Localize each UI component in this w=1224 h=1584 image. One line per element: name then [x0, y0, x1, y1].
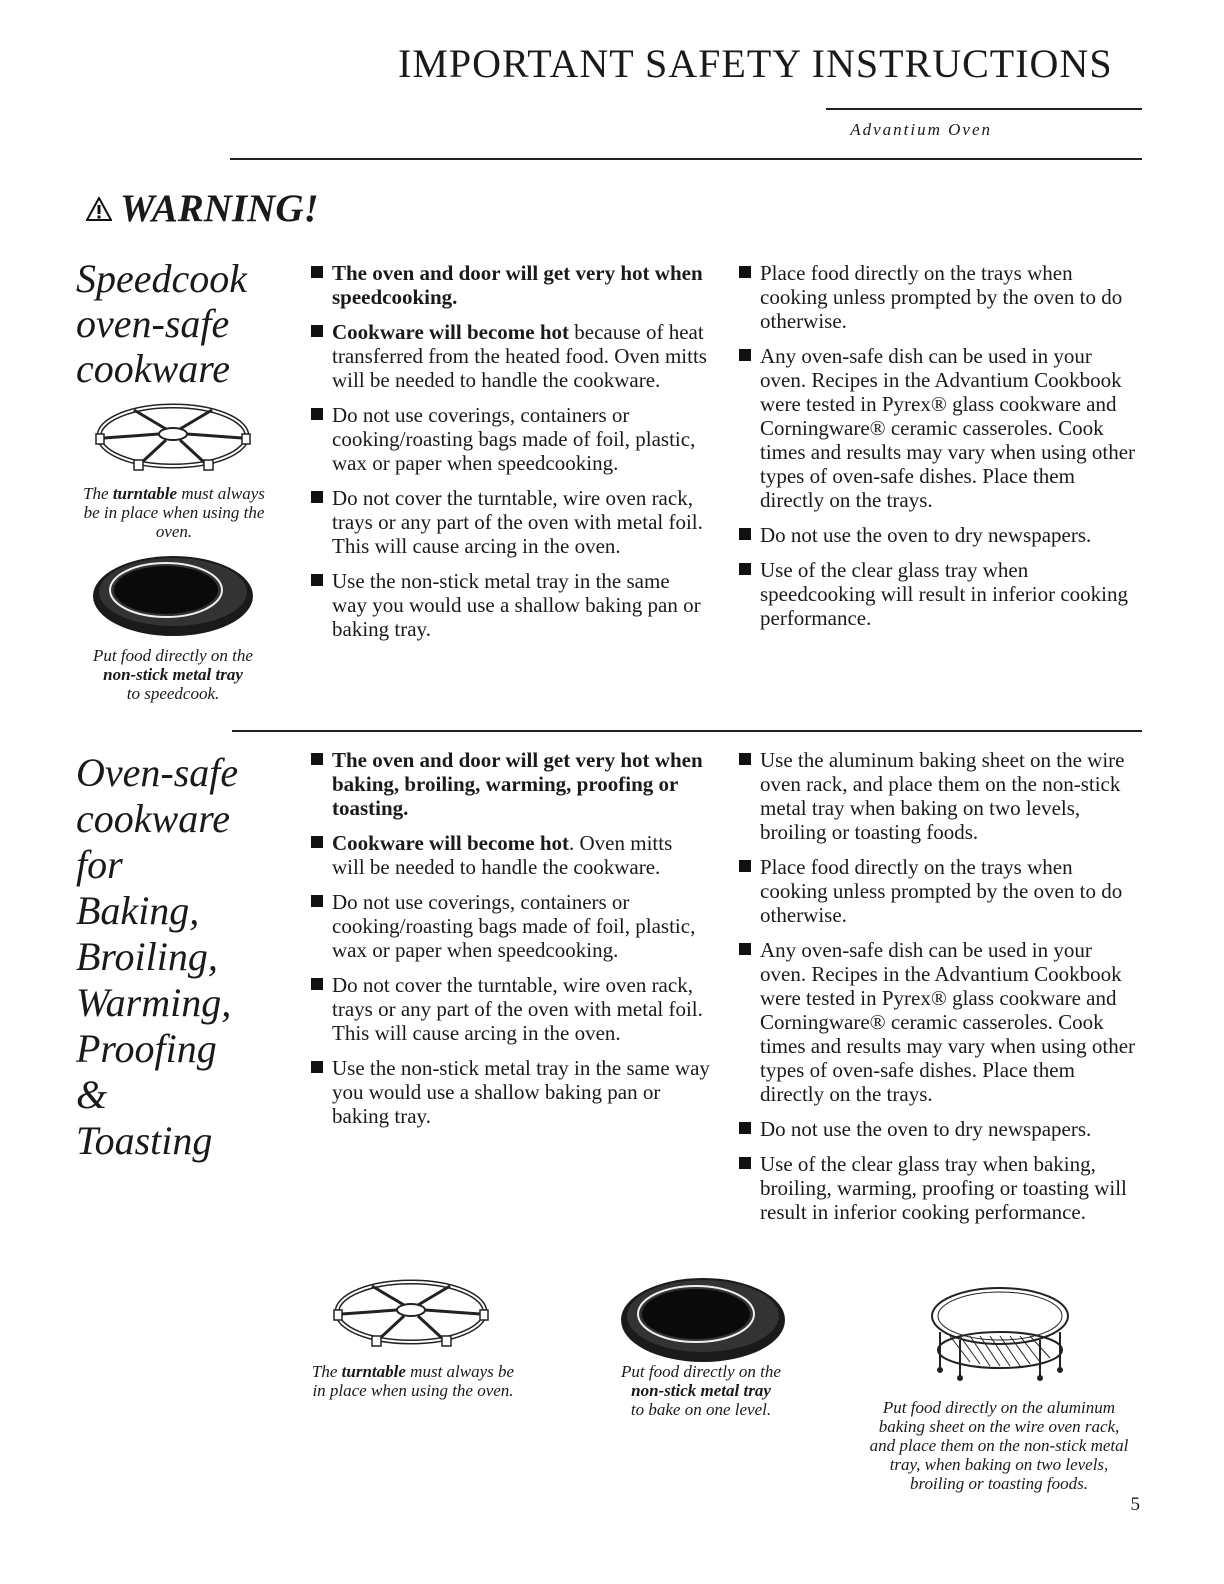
metal-tray-caption: Put food directly on the non-stick metal tray to speedcook.	[93, 646, 253, 703]
title-line: Speedcook	[76, 256, 248, 301]
list-item: Cookware will become hot because of heat transferred from the heated food. Oven mitts will be needed to handle the cookware.	[310, 320, 708, 392]
list-item: Any oven-safe dish can be used in your oven. Recipes in the Advantium Cookbook were tested in Pyrex® glass cookware and Corningware® ceramic casseroles. Cook times and results may vary when using other types of oven-safe dishes. Place them directly on the trays.	[738, 938, 1142, 1106]
title-line: for	[76, 842, 123, 887]
title-line: Broiling,	[76, 934, 218, 979]
list-item: Use of the clear glass tray when speedcooking will result in inferior cooking performance.	[738, 558, 1142, 630]
speedcook-section-title	[76, 256, 247, 391]
bottom-turntable-caption: The turntable must always be in place when using the oven.	[311, 1362, 515, 1400]
page-number: 5	[1130, 1494, 1140, 1515]
list-item: Use of the clear glass tray when baking, broiling, warming, proofing or toasting will result in inferior cooking performance.	[738, 1152, 1142, 1224]
title-line: oven-safe	[76, 301, 230, 346]
turntable-illustration	[326, 1272, 496, 1356]
header-rule-long	[230, 158, 1142, 160]
bottom-metal-tray-caption: Put food directly on the non-stick metal tray to bake on one level.	[621, 1362, 781, 1419]
header-rule-short	[826, 108, 1142, 110]
title-line: Oven-safe	[76, 750, 239, 795]
speedcook-list-col2	[738, 261, 1142, 641]
speedcook-list-col1	[310, 261, 708, 652]
list-item: Place food directly on the trays when cooking unless prompted by the oven to do otherwise.	[738, 855, 1142, 927]
list-item: Do not use coverings, containers or cooking/roasting bags made of foil, plastic, wax or paper when speedcooking.	[310, 403, 708, 475]
list-item: Do not use the oven to dry newspapers.	[738, 1117, 1142, 1141]
list-item: Any oven-safe dish can be used in your oven. Recipes in the Advantium Cookbook were tested in Pyrex® glass cookware and Corningware® ceramic casseroles. Cook times and results may vary when using other types of oven-safe dishes. Place them directly on the trays.	[738, 344, 1142, 512]
list-item: Cookware will become hot. Oven mitts will be needed to handle the cookware.	[310, 831, 710, 879]
wire-rack-baking-sheet-illustration	[920, 1276, 1080, 1388]
warning-label: WARNING!	[120, 187, 319, 230]
title-line: Toasting	[76, 1118, 213, 1163]
list-item: Use the non-stick metal tray in the same way you would use a shallow baking pan or baking tray.	[310, 569, 708, 641]
title-line: Proofing	[76, 1026, 217, 1071]
page-subtitle: Advantium Oven	[850, 120, 992, 139]
page-title: IMPORTANT SAFETY INSTRUCTIONS	[398, 41, 1113, 86]
list-item: Place food directly on the trays when cooking unless prompted by the oven to do otherwise.	[738, 261, 1142, 333]
list-item: Do not cover the turntable, wire oven rack, trays or any part of the oven with metal foil. This will cause arcing in the oven.	[310, 973, 710, 1045]
list-item: Use the aluminum baking sheet on the wire oven rack, and place them on the non-stick metal tray when baking on two levels, broiling or toasting foods.	[738, 748, 1142, 844]
title-line: cookware	[76, 796, 231, 841]
list-item: The oven and door will get very hot when speedcooking.	[310, 261, 708, 309]
turntable-caption: The turntable must always be in place when using the oven.	[83, 484, 265, 541]
baking-list-col2	[738, 748, 1142, 1235]
title-line: &	[76, 1072, 108, 1117]
section-divider	[232, 730, 1142, 732]
list-item: Do not use coverings, containers or cooking/roasting bags made of foil, plastic, wax or paper when speedcooking.	[310, 890, 710, 962]
list-item: The oven and door will get very hot when baking, broiling, warming, proofing or toasting.	[310, 748, 710, 820]
wire-rack-caption: Put food directly on the aluminum baking sheet on the wire oven rack, and place them on the non-stick metal tray, when baking on two levels, broiling or toasting foods.	[869, 1398, 1129, 1493]
list-item: Do not cover the turntable, wire oven rack, trays or any part of the oven with metal foil. This will cause arcing in the oven.	[310, 486, 708, 558]
metal-tray-illustration	[616, 1270, 790, 1366]
title-line: cookware	[76, 346, 231, 391]
metal-tray-illustration	[88, 548, 258, 640]
warning-heading	[86, 186, 319, 231]
warning-triangle-icon	[86, 197, 112, 221]
list-item: Do not use the oven to dry newspapers.	[738, 523, 1142, 547]
title-line: Baking,	[76, 888, 200, 933]
baking-list-col1	[310, 748, 710, 1139]
title-line: Warming,	[76, 980, 232, 1025]
baking-section-title	[76, 750, 238, 1164]
turntable-illustration	[88, 398, 258, 478]
list-item: Use the non-stick metal tray in the same way you would use a shallow baking pan or baking tray.	[310, 1056, 710, 1128]
